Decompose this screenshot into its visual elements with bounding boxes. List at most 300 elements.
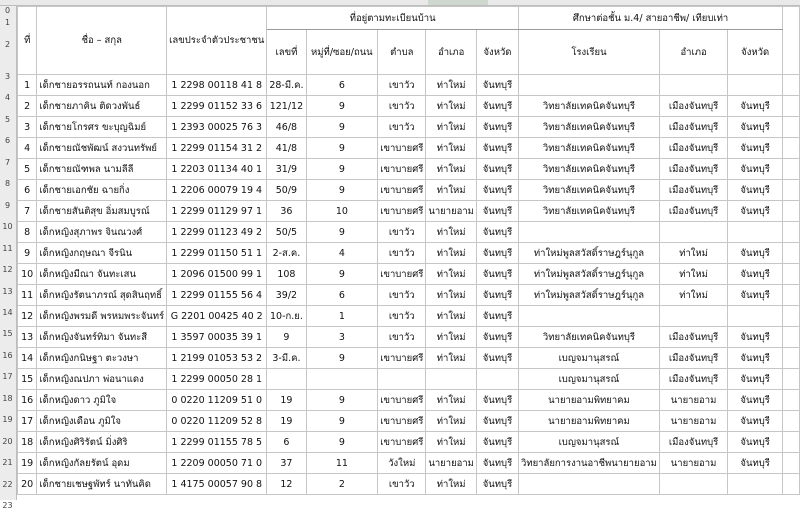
cell-id-card[interactable]: 1 2393 00025 76 3	[167, 117, 267, 138]
header-study-group[interactable]: ศึกษาต่อชั้น ม.4/ สายอาชีพ/ เทียบเท่า	[519, 7, 783, 30]
header-province[interactable]: จังหวัด	[476, 30, 518, 75]
cell-house-no[interactable]: 50/9	[267, 180, 306, 201]
cell-study-province[interactable]: จันทบุรี	[728, 348, 783, 369]
cell-id-card[interactable]: 1 2299 01152 33 6	[167, 96, 267, 117]
cell-no[interactable]: 10	[18, 264, 37, 285]
cell-no[interactable]: 6	[18, 180, 37, 201]
cell-study-amphoe[interactable]: เมืองจันทบุรี	[659, 369, 727, 390]
cell-empty[interactable]	[783, 369, 800, 390]
cell-school[interactable]	[519, 306, 660, 327]
cell-school[interactable]: เบญจมานุสรณ์	[519, 432, 660, 453]
row-number[interactable]: 0	[4, 6, 11, 15]
cell-study-amphoe[interactable]: นายายอาม	[659, 453, 727, 474]
cell-amphoe[interactable]: ท่าใหม่	[426, 117, 477, 138]
cell-study-amphoe[interactable]: เมืองจันทบุรี	[659, 327, 727, 348]
row-number[interactable]: 10	[2, 222, 13, 232]
cell-school[interactable]: วิทยาลัยเทคนิคจันทบุรี	[519, 159, 660, 180]
cell-name[interactable]: เด็กชายโกรศร ขะบุญฉิมย์	[37, 117, 167, 138]
cell-no[interactable]: 8	[18, 222, 37, 243]
cell-name[interactable]: เด็กหญิงสุภาพร จินณวงศ์	[37, 222, 167, 243]
row-number[interactable]: 20	[2, 436, 13, 446]
cell-province[interactable]: จันทบุรี	[476, 159, 518, 180]
cell-school[interactable]: เบญจมานุสรณ์	[519, 348, 660, 369]
cell-name[interactable]: เด็กหญิงเดือน ภูมิใจ	[37, 411, 167, 432]
cell-amphoe[interactable]: ท่าใหม่	[426, 138, 477, 159]
header-name[interactable]: ชื่อ – สกุล	[37, 7, 167, 75]
cell-name[interactable]: เด็กหญิงดาว ภูมิใจ	[37, 390, 167, 411]
cell-moo[interactable]: 9	[306, 390, 378, 411]
cell-name[interactable]: เด็กหญิงมีณา จันทะเสน	[37, 264, 167, 285]
cell-study-province[interactable]: จันทบุรี	[728, 201, 783, 222]
cell-no[interactable]: 20	[18, 474, 37, 495]
cell-house-no[interactable]: 10-ก.ย.	[267, 306, 306, 327]
cell-study-amphoe[interactable]: เมืองจันทบุรี	[659, 201, 727, 222]
cell-empty[interactable]	[783, 432, 800, 453]
cell-house-no[interactable]: 19	[267, 411, 306, 432]
cell-province[interactable]: จันทบุรี	[476, 390, 518, 411]
cell-school[interactable]: ท่าใหม่พูลสวัสดิ์ราษฎร์นุกูล	[519, 285, 660, 306]
table-row[interactable]	[18, 201, 800, 222]
cell-province[interactable]: จันทบุรี	[476, 264, 518, 285]
cell-study-province[interactable]: จันทบุรี	[728, 243, 783, 264]
row-number[interactable]: 15	[2, 329, 13, 339]
cell-name[interactable]: เด็กหญิงรัตนาภรณ์ สุดสินฤทธิ์	[37, 285, 167, 306]
cell-name[interactable]: เด็กชายเอกชัย ฉายกิ่ง	[37, 180, 167, 201]
row-number[interactable]: 21	[2, 458, 13, 468]
cell-moo[interactable]: 9	[306, 96, 378, 117]
cell-moo[interactable]: 9	[306, 411, 378, 432]
cell-house-no[interactable]: 46/8	[267, 117, 306, 138]
cell-no[interactable]: 13	[18, 327, 37, 348]
cell-study-province[interactable]: จันทบุรี	[728, 180, 783, 201]
cell-id-card[interactable]: 1 3597 00035 39 1	[167, 327, 267, 348]
cell-house-no[interactable]: 50/5	[267, 222, 306, 243]
table-row[interactable]	[18, 96, 800, 117]
header-address-group[interactable]: ที่อยู่ตามทะเบียนบ้าน	[267, 7, 519, 30]
cell-id-card[interactable]: 1 2298 00118 41 8	[167, 75, 267, 96]
row-number[interactable]: 1	[4, 18, 11, 27]
cell-study-amphoe[interactable]: ท่าใหม่	[659, 243, 727, 264]
cell-study-province[interactable]: จันทบุรี	[728, 264, 783, 285]
cell-empty[interactable]	[783, 243, 800, 264]
row-number[interactable]: 18	[2, 393, 13, 403]
cell-empty[interactable]	[783, 159, 800, 180]
cell-province[interactable]: จันทบุรี	[476, 201, 518, 222]
cell-study-amphoe[interactable]: เมืองจันทบุรี	[659, 117, 727, 138]
row-number[interactable]: 6	[4, 136, 11, 146]
cell-id-card[interactable]: 1 2299 00050 28 1	[167, 369, 267, 390]
cell-province[interactable]: จันทบุรี	[476, 285, 518, 306]
row-number[interactable]: 9	[4, 200, 11, 210]
cell-study-province[interactable]: จันทบุรี	[728, 432, 783, 453]
cell-id-card[interactable]: G 2201 00425 40 2	[167, 306, 267, 327]
table-row[interactable]	[18, 180, 800, 201]
cell-amphoe[interactable]: ท่าใหม่	[426, 411, 477, 432]
cell-study-province[interactable]	[728, 474, 783, 495]
cell-amphoe[interactable]: ท่าใหม่	[426, 222, 477, 243]
cell-tambon[interactable]: เขาวัว	[378, 327, 426, 348]
cell-id-card[interactable]: 1 4175 00057 90 8	[167, 474, 267, 495]
cell-id-card[interactable]: 1 2299 01154 31 2	[167, 138, 267, 159]
table-row[interactable]	[18, 327, 800, 348]
cell-house-no[interactable]: 3-มี.ค.	[267, 348, 306, 369]
cell-name[interactable]: เด็กหญิงณปภา พ่อนาแดง	[37, 369, 167, 390]
cell-moo[interactable]: 1	[306, 306, 378, 327]
cell-study-amphoe[interactable]: ท่าใหม่	[659, 285, 727, 306]
cell-tambon[interactable]: เขาบายศรี	[378, 138, 426, 159]
cell-moo[interactable]: 9	[306, 264, 378, 285]
cell-school[interactable]: วิทยาลัยเทคนิคจันทบุรี	[519, 180, 660, 201]
cell-study-amphoe[interactable]: นายายอาม	[659, 411, 727, 432]
table-row[interactable]	[18, 117, 800, 138]
cell-study-amphoe[interactable]: นายายอาม	[659, 390, 727, 411]
cell-province[interactable]: จันทบุรี	[476, 243, 518, 264]
cell-province[interactable]: จันทบุรี	[476, 432, 518, 453]
cell-id-card[interactable]: 1 2199 01053 53 2	[167, 348, 267, 369]
table-row[interactable]	[18, 390, 800, 411]
cell-id-card[interactable]: 1 2299 01129 97 1	[167, 201, 267, 222]
cell-school[interactable]: ท่าใหม่พูลสวัสดิ์ราษฎร์นุกูล	[519, 264, 660, 285]
cell-moo[interactable]: 10	[306, 201, 378, 222]
cell-empty[interactable]	[783, 138, 800, 159]
header-study-province[interactable]: จังหวัด	[728, 30, 783, 75]
cell-school[interactable]: วิทยาลัยเทคนิคจันทบุรี	[519, 96, 660, 117]
cell-id-card[interactable]: 0 0220 11209 52 8	[167, 411, 267, 432]
header-study-amphoe[interactable]: อำเภอ	[659, 30, 727, 75]
cell-tambon[interactable]: เขาบายศรี	[378, 201, 426, 222]
cell-amphoe[interactable]: ท่าใหม่	[426, 474, 477, 495]
cell-id-card[interactable]: 1 2299 01150 51 1	[167, 243, 267, 264]
row-number[interactable]: 12	[2, 265, 13, 275]
cell-moo[interactable]: 9	[306, 117, 378, 138]
row-number[interactable]: 2	[4, 40, 11, 49]
cell-province[interactable]: จันทบุรี	[476, 96, 518, 117]
row-number[interactable]: 23	[2, 501, 13, 510]
cell-no[interactable]: 3	[18, 117, 37, 138]
cell-name[interactable]: เด็กชายณัชพัฒน์ สงวนทรัพย์	[37, 138, 167, 159]
cell-school[interactable]	[519, 75, 660, 96]
table-row[interactable]	[18, 243, 800, 264]
cell-amphoe[interactable]: ท่าใหม่	[426, 285, 477, 306]
cell-study-amphoe[interactable]: เมืองจันทบุรี	[659, 138, 727, 159]
cell-moo[interactable]: 2	[306, 474, 378, 495]
cell-province[interactable]: จันทบุรี	[476, 117, 518, 138]
cell-school[interactable]: วิทยาลัยเทคนิคจันทบุรี	[519, 117, 660, 138]
cell-study-province[interactable]: จันทบุรี	[728, 117, 783, 138]
table-row[interactable]	[18, 348, 800, 369]
cell-no[interactable]: 11	[18, 285, 37, 306]
cell-name[interactable]: เด็กหญิงจันทร์ทิมา จันทะสี	[37, 327, 167, 348]
cell-tambon[interactable]: เขาวัว	[378, 222, 426, 243]
header-no[interactable]: ที่	[18, 7, 37, 75]
cell-tambon[interactable]: วังใหม่	[378, 453, 426, 474]
cell-house-no[interactable]: 36	[267, 201, 306, 222]
table-row[interactable]	[18, 222, 800, 243]
cell-school[interactable]: วิทยาลัยเทคนิคจันทบุรี	[519, 327, 660, 348]
cell-tambon[interactable]	[378, 369, 426, 390]
cell-amphoe[interactable]: ท่าใหม่	[426, 306, 477, 327]
cell-name[interactable]: เด็กหญิงกัลยรัตน์ อุดม	[37, 453, 167, 474]
cell-no[interactable]: 19	[18, 453, 37, 474]
header-id-card[interactable]: เลขประจำตัวประชาชน	[167, 7, 267, 75]
cell-moo[interactable]: 9	[306, 222, 378, 243]
cell-province[interactable]: จันทบุรี	[476, 348, 518, 369]
header-school[interactable]: โรงเรียน	[519, 30, 660, 75]
cell-moo[interactable]: 9	[306, 180, 378, 201]
table-row[interactable]	[18, 411, 800, 432]
cell-house-no[interactable]: 108	[267, 264, 306, 285]
cell-no[interactable]: 7	[18, 201, 37, 222]
cell-no[interactable]: 16	[18, 390, 37, 411]
cell-school[interactable]: เบญจมานุสรณ์	[519, 369, 660, 390]
cell-empty[interactable]	[783, 222, 800, 243]
row-header-gutter[interactable]	[0, 6, 17, 510]
table-row[interactable]	[18, 285, 800, 306]
cell-study-amphoe[interactable]	[659, 474, 727, 495]
header-moo[interactable]: หมู่ที่/ซอย/ถนน	[306, 30, 378, 75]
cell-house-no[interactable]: 31/9	[267, 159, 306, 180]
cell-study-province[interactable]: จันทบุรี	[728, 285, 783, 306]
table-row[interactable]	[18, 474, 800, 495]
cell-amphoe[interactable]: ท่าใหม่	[426, 180, 477, 201]
cell-house-no[interactable]: 2-ส.ค.	[267, 243, 306, 264]
cell-school[interactable]: ท่าใหม่พูลสวัสดิ์ราษฎร์นุกูล	[519, 243, 660, 264]
table-row[interactable]	[18, 138, 800, 159]
table-row[interactable]	[18, 75, 800, 96]
row-number[interactable]: 5	[4, 114, 11, 124]
cell-name[interactable]: เด็กหญิงศิริรัตน์ มิ่งศิริ	[37, 432, 167, 453]
header-amphoe[interactable]: อำเภอ	[426, 30, 477, 75]
header-house-no[interactable]: เลขที่	[267, 30, 306, 75]
cell-id-card[interactable]: 1 2299 01155 56 4	[167, 285, 267, 306]
cell-amphoe[interactable]: ท่าใหม่	[426, 327, 477, 348]
cell-school[interactable]	[519, 222, 660, 243]
cell-study-province[interactable]	[728, 306, 783, 327]
cell-no[interactable]: 17	[18, 411, 37, 432]
cell-name[interactable]: เด็กหญิงกฤษณา จีรนิน	[37, 243, 167, 264]
cell-study-amphoe[interactable]	[659, 75, 727, 96]
cell-tambon[interactable]: เขาวัว	[378, 75, 426, 96]
cell-no[interactable]: 2	[18, 96, 37, 117]
cell-empty[interactable]	[783, 327, 800, 348]
cell-amphoe[interactable]: ท่าใหม่	[426, 432, 477, 453]
cell-study-province[interactable]: จันทบุรี	[728, 411, 783, 432]
cell-no[interactable]: 4	[18, 138, 37, 159]
cell-study-amphoe[interactable]	[659, 306, 727, 327]
cell-empty[interactable]	[783, 453, 800, 474]
cell-id-card[interactable]: 0 0220 11209 51 0	[167, 390, 267, 411]
cell-empty[interactable]	[783, 201, 800, 222]
cell-empty[interactable]	[783, 96, 800, 117]
cell-study-province[interactable]: จันทบุรี	[728, 138, 783, 159]
cell-moo[interactable]: 4	[306, 243, 378, 264]
table-row[interactable]	[18, 453, 800, 474]
cell-study-province[interactable]	[728, 75, 783, 96]
cell-moo[interactable]: 9	[306, 348, 378, 369]
cell-amphoe[interactable]: นายายอาม	[426, 201, 477, 222]
cell-name[interactable]: เด็กชายอรรถนนท์ กองนอก	[37, 75, 167, 96]
cell-amphoe[interactable]: ท่าใหม่	[426, 264, 477, 285]
cell-empty[interactable]	[783, 117, 800, 138]
cell-no[interactable]: 1	[18, 75, 37, 96]
row-number[interactable]: 8	[4, 179, 11, 189]
cell-no[interactable]: 18	[18, 432, 37, 453]
cell-tambon[interactable]: เขาวัว	[378, 96, 426, 117]
row-number[interactable]: 14	[2, 307, 13, 317]
spreadsheet-grid[interactable]	[17, 6, 800, 495]
cell-name[interactable]: เด็กชายณัฑพล นามลีลี	[37, 159, 167, 180]
cell-province[interactable]: จันทบุรี	[476, 411, 518, 432]
table-row[interactable]	[18, 432, 800, 453]
cell-tambon[interactable]: เขาวัว	[378, 474, 426, 495]
cell-province[interactable]: จันทบุรี	[476, 75, 518, 96]
cell-tambon[interactable]: เขาบายศรี	[378, 432, 426, 453]
cell-amphoe[interactable]: ท่าใหม่	[426, 75, 477, 96]
table-row[interactable]	[18, 159, 800, 180]
cell-id-card[interactable]: 1 2206 00079 19 4	[167, 180, 267, 201]
cell-name[interactable]: เด็กชายสันติสุข อิ่มสมบูรณ์	[37, 201, 167, 222]
cell-no[interactable]: 12	[18, 306, 37, 327]
cell-province[interactable]	[476, 369, 518, 390]
cell-tambon[interactable]: เขาบายศรี	[378, 159, 426, 180]
cell-id-card[interactable]: 1 2299 01123 49 2	[167, 222, 267, 243]
cell-id-card[interactable]: 1 2299 01155 78 5	[167, 432, 267, 453]
row-number[interactable]: 4	[4, 93, 11, 103]
cell-amphoe[interactable]: ท่าใหม่	[426, 96, 477, 117]
cell-province[interactable]: จันทบุรี	[476, 222, 518, 243]
cell-empty[interactable]	[783, 474, 800, 495]
cell-tambon[interactable]: เขาวัว	[378, 117, 426, 138]
cell-study-amphoe[interactable]: เมืองจันทบุรี	[659, 96, 727, 117]
cell-house-no[interactable]: 41/8	[267, 138, 306, 159]
cell-name[interactable]: เด็กชายภาคิน ติดวงพันธ์	[37, 96, 167, 117]
cell-tambon[interactable]: เขาวัว	[378, 285, 426, 306]
cell-house-no[interactable]: 6	[267, 432, 306, 453]
cell-school[interactable]: วิทยาลัยการงานอาชีพนายายอาม	[519, 453, 660, 474]
cell-study-province[interactable]: จันทบุรี	[728, 453, 783, 474]
cell-study-amphoe[interactable]: เมืองจันทบุรี	[659, 432, 727, 453]
cell-tambon[interactable]: เขาบายศรี	[378, 348, 426, 369]
cell-amphoe[interactable]: ท่าใหม่	[426, 243, 477, 264]
cell-house-no[interactable]: 19	[267, 390, 306, 411]
cell-no[interactable]: 14	[18, 348, 37, 369]
cell-moo[interactable]	[306, 369, 378, 390]
cell-study-province[interactable]: จันทบุรี	[728, 159, 783, 180]
cell-empty[interactable]	[783, 180, 800, 201]
cell-house-no[interactable]: 28-มี.ค.	[267, 75, 306, 96]
cell-study-province[interactable]: จันทบุรี	[728, 390, 783, 411]
row-number[interactable]: 22	[2, 479, 13, 489]
cell-study-amphoe[interactable]: เมืองจันทบุรี	[659, 159, 727, 180]
cell-house-no[interactable]	[267, 369, 306, 390]
cell-no[interactable]: 15	[18, 369, 37, 390]
row-number[interactable]: 3	[4, 72, 11, 81]
cell-moo[interactable]: 9	[306, 432, 378, 453]
cell-empty[interactable]	[783, 285, 800, 306]
cell-tambon[interactable]: เขาบายศรี	[378, 390, 426, 411]
cell-empty[interactable]	[783, 306, 800, 327]
row-number[interactable]: 19	[2, 415, 13, 425]
cell-moo[interactable]: 6	[306, 75, 378, 96]
cell-study-amphoe[interactable]	[659, 222, 727, 243]
cell-amphoe[interactable]: ท่าใหม่	[426, 159, 477, 180]
cell-study-province[interactable]: จันทบุรี	[728, 327, 783, 348]
cell-province[interactable]: จันทบุรี	[476, 453, 518, 474]
cell-no[interactable]: 5	[18, 159, 37, 180]
table-row[interactable]	[18, 264, 800, 285]
cell-moo[interactable]: 9	[306, 159, 378, 180]
cell-study-province[interactable]	[728, 222, 783, 243]
header-tambon[interactable]: ตำบล	[378, 30, 426, 75]
row-number[interactable]: 17	[2, 372, 13, 382]
cell-amphoe[interactable]: ท่าใหม่	[426, 348, 477, 369]
cell-study-amphoe[interactable]: เมืองจันทบุรี	[659, 348, 727, 369]
cell-study-amphoe[interactable]: เมืองจันทบุรี	[659, 180, 727, 201]
cell-school[interactable]: วิทยาลัยเทคนิคจันทบุรี	[519, 201, 660, 222]
cell-tambon[interactable]: เขาบายศรี	[378, 264, 426, 285]
cell-name[interactable]: เด็กชายเชษฐพัทร์ นาทันคิด	[37, 474, 167, 495]
cell-moo[interactable]: 11	[306, 453, 378, 474]
cell-province[interactable]: จันทบุรี	[476, 474, 518, 495]
row-number[interactable]: 11	[2, 243, 13, 253]
cell-house-no[interactable]: 37	[267, 453, 306, 474]
cell-province[interactable]: จันทบุรี	[476, 138, 518, 159]
cell-amphoe[interactable]: นายายอาม	[426, 453, 477, 474]
cell-amphoe[interactable]: ท่าใหม่	[426, 390, 477, 411]
table-row[interactable]	[18, 369, 800, 390]
row-number[interactable]: 7	[4, 157, 11, 167]
cell-tambon[interactable]: เขาบายศรี	[378, 180, 426, 201]
row-number[interactable]: 16	[2, 350, 13, 360]
cell-moo[interactable]: 9	[306, 138, 378, 159]
cell-tambon[interactable]: เขาบายศรี	[378, 411, 426, 432]
cell-name[interactable]: เด็กหญิงพรมดี พรหมพระจันทร์	[37, 306, 167, 327]
cell-house-no[interactable]: 39/2	[267, 285, 306, 306]
cell-province[interactable]: จันทบุรี	[476, 180, 518, 201]
row-number[interactable]: 13	[2, 286, 13, 296]
cell-empty[interactable]	[783, 390, 800, 411]
cell-tambon[interactable]: เขาวัว	[378, 306, 426, 327]
cell-id-card[interactable]: 1 2096 01500 99 1	[167, 264, 267, 285]
cell-school[interactable]: นายายอามพิทยาคม	[519, 390, 660, 411]
cell-house-no[interactable]: 9	[267, 327, 306, 348]
cell-house-no[interactable]: 12	[267, 474, 306, 495]
header-empty[interactable]	[783, 7, 800, 75]
cell-empty[interactable]	[783, 264, 800, 285]
cell-school[interactable]: วิทยาลัยเทคนิคจันทบุรี	[519, 138, 660, 159]
cell-province[interactable]: จันทบุรี	[476, 327, 518, 348]
cell-house-no[interactable]: 121/12	[267, 96, 306, 117]
cell-name[interactable]: เด็กหญิงกนิษฐา ตะวงษา	[37, 348, 167, 369]
cell-id-card[interactable]: 1 2209 00050 71 0	[167, 453, 267, 474]
table-row[interactable]	[18, 306, 800, 327]
cell-amphoe[interactable]	[426, 369, 477, 390]
cell-study-province[interactable]: จันทบุรี	[728, 369, 783, 390]
cell-moo[interactable]: 6	[306, 285, 378, 306]
cell-no[interactable]: 9	[18, 243, 37, 264]
cell-id-card[interactable]: 1 2203 01134 40 1	[167, 159, 267, 180]
cell-moo[interactable]: 3	[306, 327, 378, 348]
cell-empty[interactable]	[783, 75, 800, 96]
cell-empty[interactable]	[783, 411, 800, 432]
cell-empty[interactable]	[783, 348, 800, 369]
cell-school[interactable]: นายายอามพิทยาคม	[519, 411, 660, 432]
cell-province[interactable]: จันทบุรี	[476, 306, 518, 327]
cell-study-province[interactable]: จันทบุรี	[728, 96, 783, 117]
cell-tambon[interactable]: เขาวัว	[378, 243, 426, 264]
cell-school[interactable]	[519, 474, 660, 495]
cell-study-amphoe[interactable]: ท่าใหม่	[659, 264, 727, 285]
